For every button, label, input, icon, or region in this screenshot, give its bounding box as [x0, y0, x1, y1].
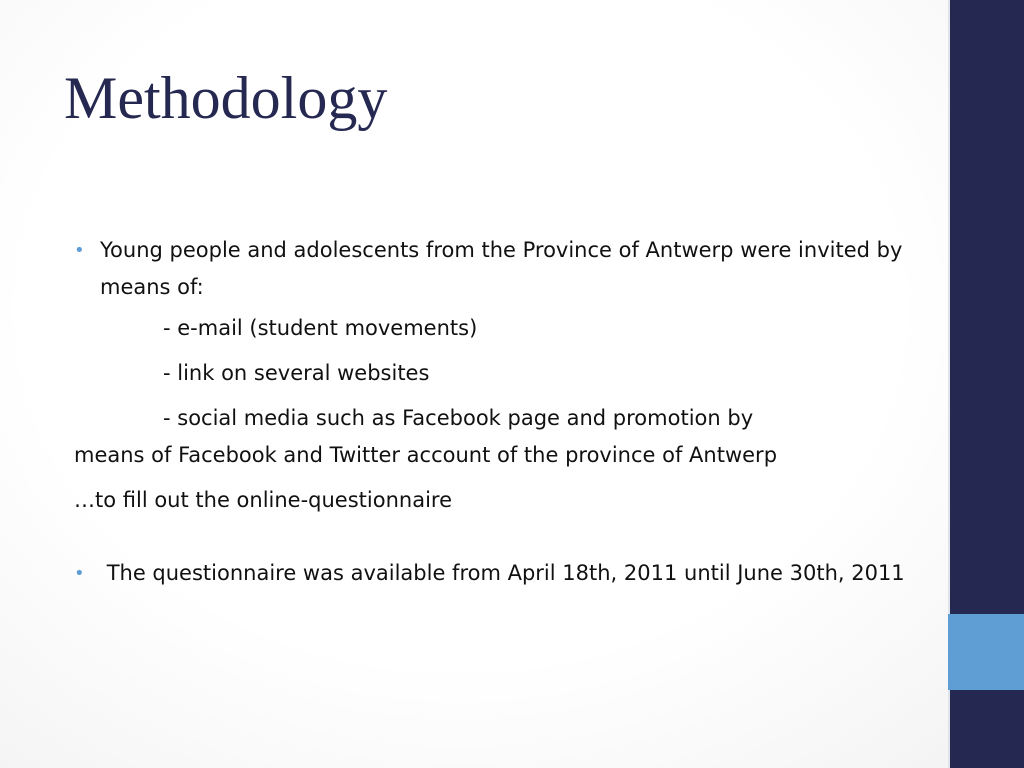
bullet-dot-icon: •	[74, 240, 85, 261]
sidebar-accent-block	[948, 614, 1024, 690]
bullet-item-invitation	[74, 232, 934, 306]
slide-body	[74, 232, 934, 592]
sub-item-email: - e-mail (student movements)	[163, 316, 478, 340]
sub-item-social-media-continuation: means of Facebook and Twitter account of the province of Antwerp	[74, 443, 778, 467]
sub-item-social-media: - social media such as Facebook page and promotion by	[163, 406, 754, 430]
slide-title: Methodology	[64, 65, 388, 131]
sub-item-websites: - link on several websites	[163, 361, 430, 385]
sidebar-decoration	[948, 0, 1024, 768]
bullet-dot-icon: •	[74, 563, 85, 584]
closing-line: …to fill out the online-questionnaire	[74, 488, 452, 512]
bullet-text: Young people and adolescents from the Province of Antwerp were invited by means of:	[100, 238, 903, 299]
bullet-text: The questionnaire was available from April 18th, 2011 until June 30th, 2011	[100, 561, 905, 585]
bullet-item-availability	[74, 555, 934, 592]
